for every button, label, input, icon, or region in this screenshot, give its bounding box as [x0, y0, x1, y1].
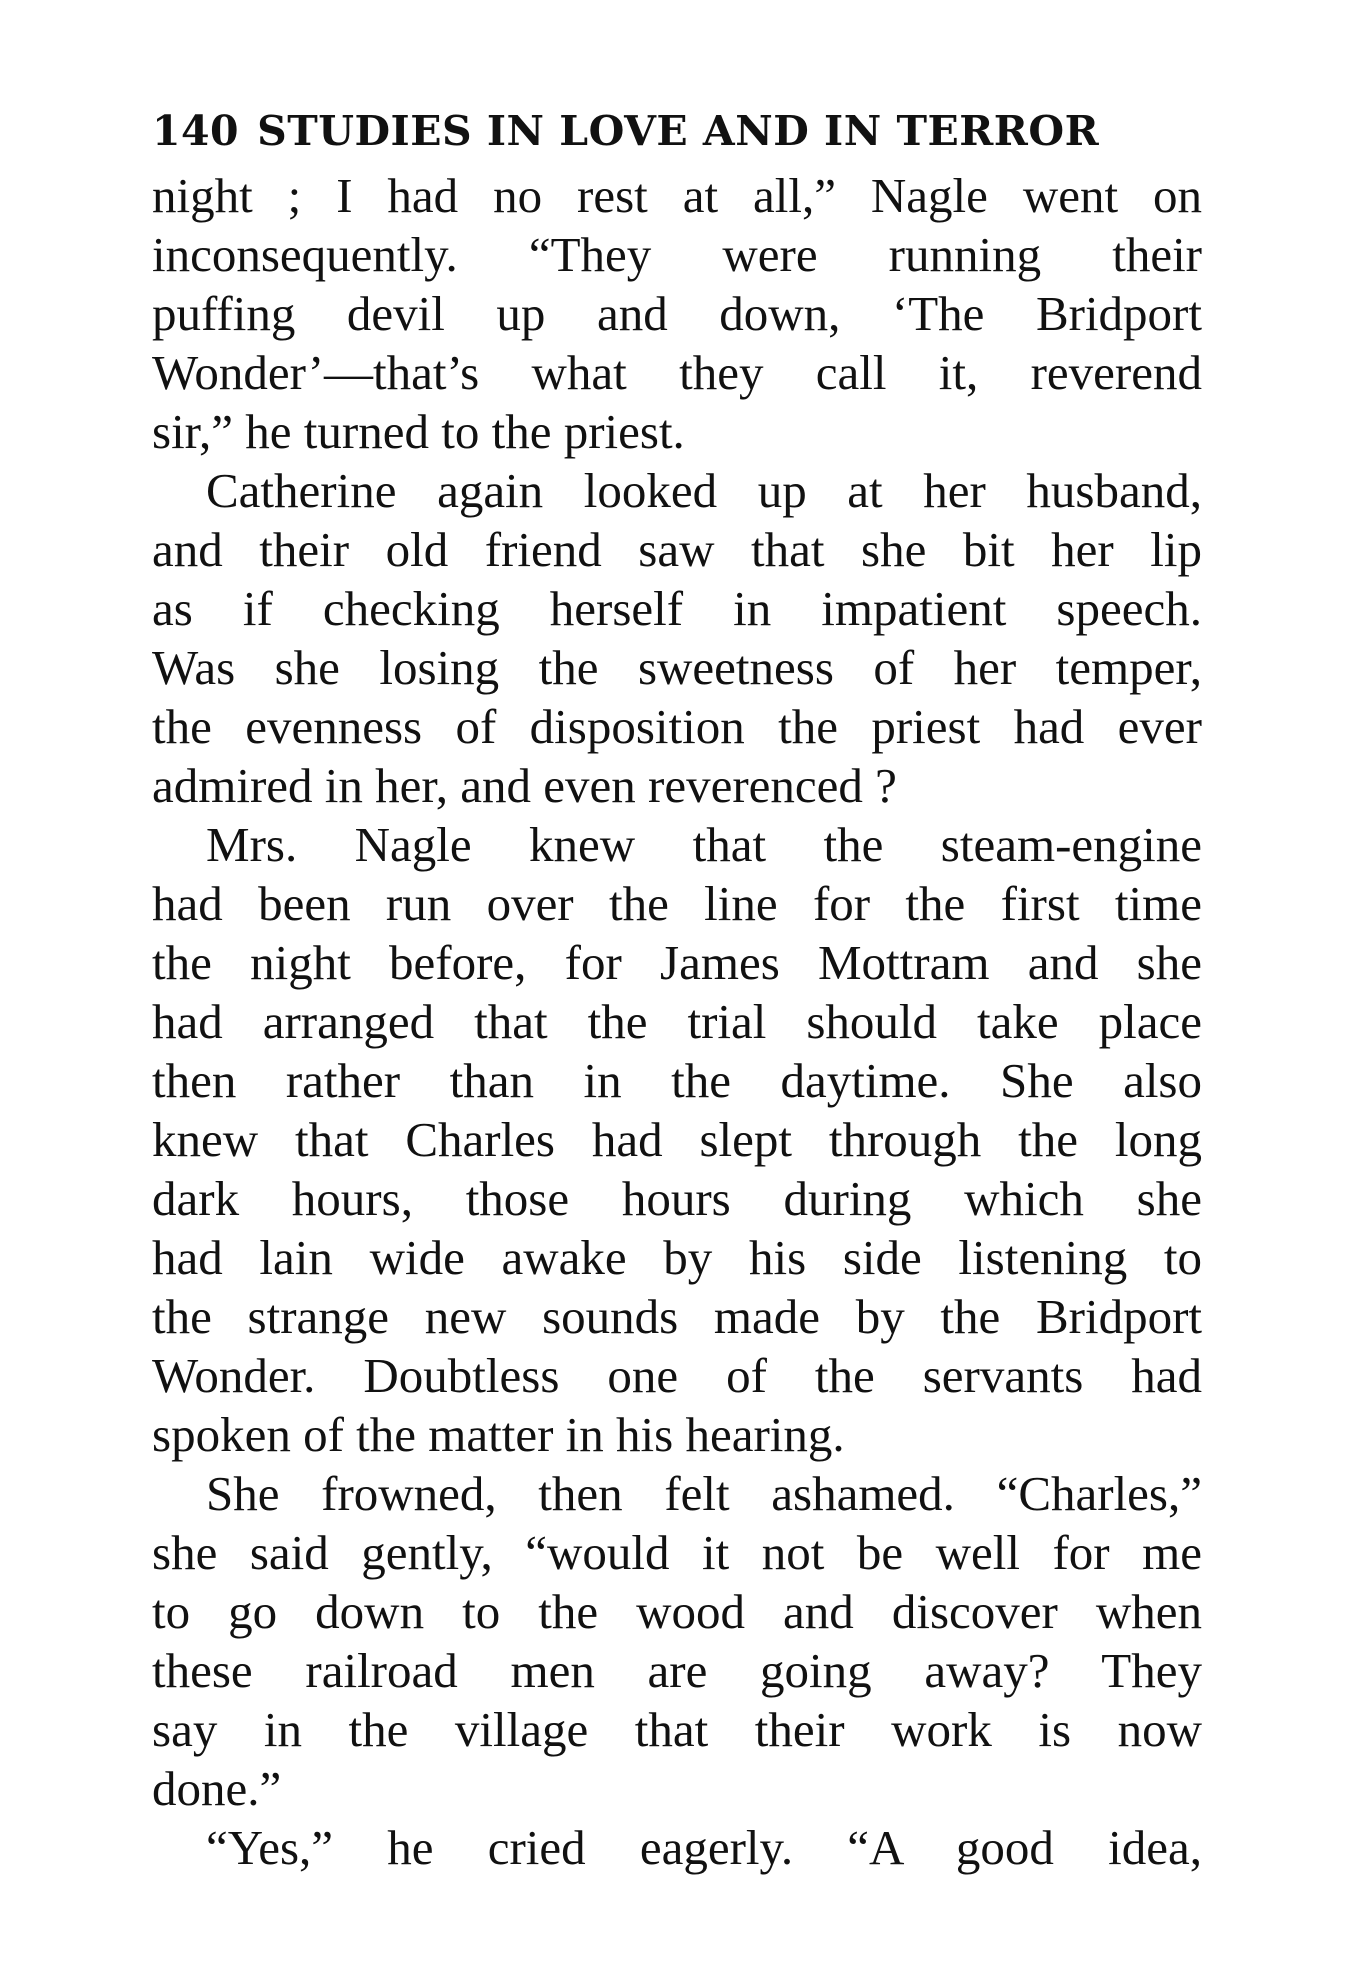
text-line: she said gently, “would it not be well for me [152, 1525, 1202, 1580]
text-line: Was she losing the sweetness of her temper, [152, 640, 1202, 695]
text-line: night ; I had no rest at all,” Nagle went on [152, 168, 1202, 223]
text-line: as if checking herself in impatient speech. [152, 581, 1202, 636]
text-line: done.” [152, 1761, 282, 1816]
text-line: admired in her, and even reverenced ? [152, 758, 897, 813]
text-line: and their old friend saw that she bit her lip [152, 522, 1202, 577]
text-line: spoken of the matter in his hearing. [152, 1407, 845, 1462]
text-line: inconsequently. “They were running their [152, 227, 1202, 282]
text-line: the strange new sounds made by the Bridport [152, 1289, 1202, 1344]
text-line: the night before, for James Mottram and she [152, 935, 1202, 990]
text-line: Catherine again looked up at her husband, [206, 463, 1202, 518]
text-line: then rather than in the daytime. She also [152, 1053, 1202, 1108]
text-line: had lain wide awake by his side listening to [152, 1230, 1202, 1285]
body-text [152, 166, 1202, 1877]
text-line: Wonder’—that’s what they call it, reverend [152, 345, 1202, 400]
text-line: Mrs. Nagle knew that the steam-engine [206, 817, 1202, 872]
text-line: “Yes,” he cried eagerly. “A good idea, [206, 1820, 1202, 1875]
text-line: had been run over the line for the first time [152, 876, 1202, 931]
text-line: to go down to the wood and discover when [152, 1584, 1202, 1639]
text-line: She frowned, then felt ashamed. “Charles,” [206, 1466, 1202, 1521]
page-number: 140 [152, 107, 240, 155]
text-line: these railroad men are going away? They [152, 1643, 1202, 1698]
text-line: the evenness of disposition the priest had ever [152, 699, 1202, 754]
running-title: STUDIES IN LOVE AND IN TERROR [257, 107, 1100, 155]
text-line: say in the village that their work is now [152, 1702, 1202, 1757]
text-line: Wonder. Doubtless one of the servants had [152, 1348, 1202, 1403]
text-line: had arranged that the trial should take place [152, 994, 1202, 1049]
text-line: puffing devil up and down, ‘The Bridport [152, 286, 1202, 341]
text-line: knew that Charles had slept through the long [152, 1112, 1202, 1167]
running-head [152, 96, 1202, 166]
text-line: sir,” he turned to the priest. [152, 404, 685, 459]
text-line: dark hours, those hours during which she [152, 1171, 1202, 1226]
book-page [152, 96, 1202, 1877]
